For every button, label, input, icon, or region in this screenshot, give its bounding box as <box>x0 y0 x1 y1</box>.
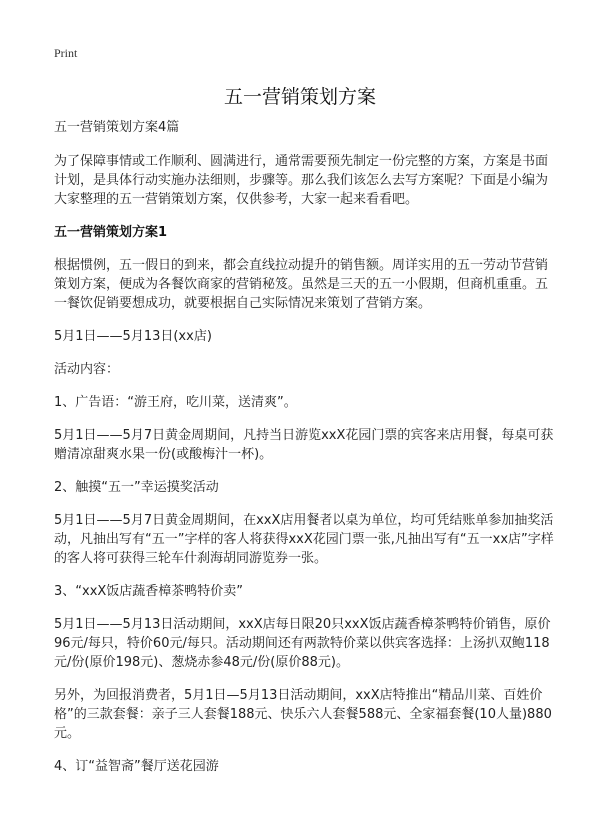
paragraph-item-2-heading: 2、触摸“五一”幸运摸奖活动 <box>54 480 219 495</box>
paragraph-activity-label: 活动内容： <box>54 362 120 377</box>
article-subtitle: 五一营销策划方案4篇 <box>54 120 180 135</box>
paragraph-item-1-detail: 5月1日——5月7日黄金周期间，凡持当日游览xxX花园门票的宾客来店用餐，每桌可获赠清凉甜爽水果一份(或酸梅汁一杯)。 <box>54 428 554 462</box>
paragraph-overview: 根据惯例，五一假日的到来，都会直线拉动提升的销售额。周详实用的五一劳动节营销策划方案，便成为各餐饮商家的营销秘笈。虽然是三天的五一小假期，但商机重重。五一餐饮促销要想成功，就要根据自己实际情况来策划了营销方案。 <box>54 258 549 311</box>
article-body <box>54 118 554 790</box>
paragraph-item-3-heading: 3、“xxX饭店蔬香樟茶鸭特价卖” <box>54 584 244 599</box>
paragraph-item-4-heading: 4、订“益智斋”餐厅送花园游 <box>54 759 219 774</box>
paragraph-date-range: 5月1日——5月13日(xx店) <box>54 329 212 344</box>
print-link[interactable]: Print <box>54 46 78 60</box>
page-title: 五一营销策划方案 <box>223 86 376 108</box>
paragraph-item-2-detail: 5月1日——5月7日黄金周期间，在xxX店用餐者以桌为单位，均可凭结账单参加抽奖活动，凡抽出写有“五一”字样的客人将获得xxX花园门票一张,凡抽出写有“五一xx店”字样的客人将可获得三轮车什刹海胡同游览券一张。 <box>54 513 554 566</box>
intro-paragraph: 为了保障事情或工作顺利、圆满进行，通常需要预先制定一份完整的方案，方案是书面计划，是具体行动实施办法细则，步骤等。那么我们该怎么去写方案呢？下面是小编为大家整理的五一营销策划方案，仅供参考，大家一起来看看吧。 <box>54 154 549 207</box>
paragraph-item-3-detail: 5月1日——5月13日活动期间，xxX店每日限20只xxX饭店蔬香樟茶鸭特价销售，原价96元/每只，特价60元/每只。活动期间还有两款特价菜以供宾客选择：上汤扒双鲍118元/份(原价198元)、葱烧赤参48元/份(原价88元)。 <box>54 617 551 670</box>
paragraph-item-1-heading: 1、广告语：“游王府，吃川菜，送清爽”。 <box>54 395 297 410</box>
paragraph-packages: 另外，为回报消费者，5月1日—5月13日活动期间，xxX店特推出“精品川菜、百姓价格”的三款套餐：亲子三人套餐188元、快乐六人套餐588元、全家福套餐(10人量)880元。 <box>54 688 552 741</box>
section-heading: 五一营销策划方案1 <box>54 225 168 240</box>
